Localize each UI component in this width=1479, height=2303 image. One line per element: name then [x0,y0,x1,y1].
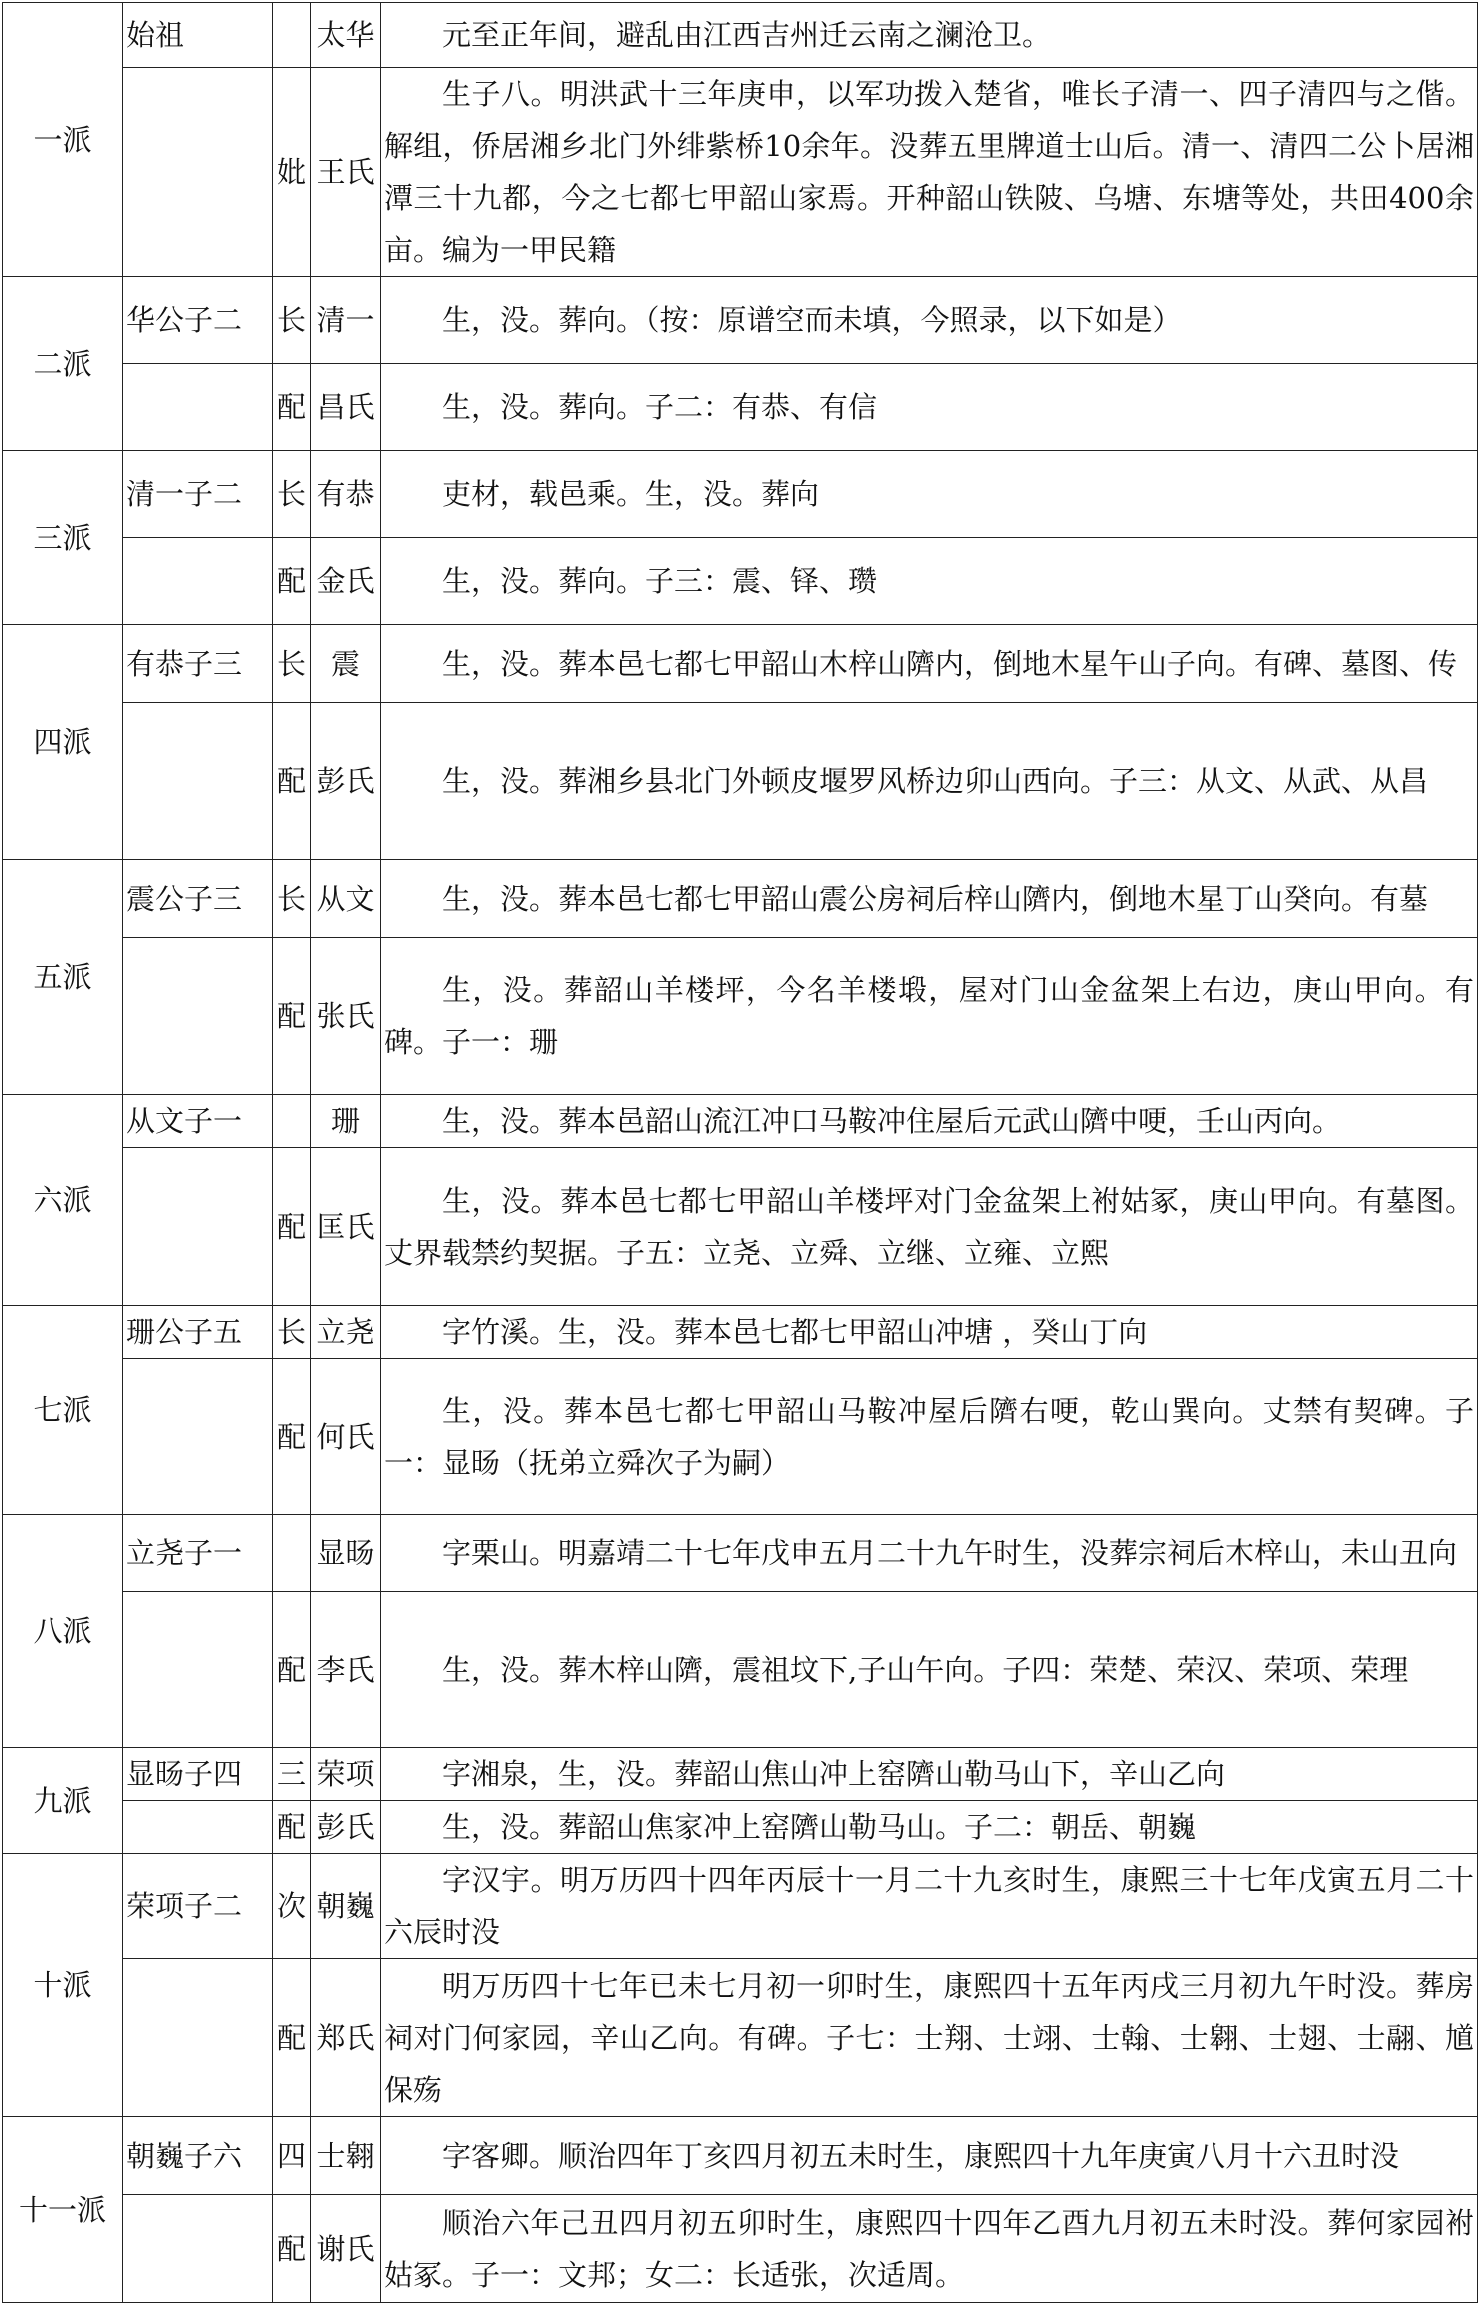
record-text: 顺治六年己丑四月初五卯时生，康熙四十四年乙酉九月初五未时没。葬何家园袝姑冢。子一：文邦；女二：长适张，次适周。 [384,2205,1474,2292]
record-text: 生，没。葬本邑韶山流江冲口马鞍冲住屋后元武山隮中哽，壬山丙向。 [442,1104,1342,1138]
record-cell [381,938,1478,1095]
record-cell [381,364,1478,451]
genealogy-table [2,2,1478,2303]
rank-cell [273,3,311,68]
parent-cell [123,1959,273,2117]
parent-cell: 从文子一 [123,1095,273,1148]
parent-cell [123,2195,273,2303]
parent-cell: 始祖 [123,3,273,68]
parent-cell: 朝巍子六 [123,2117,273,2195]
rank-cell: 次 [273,1854,311,1959]
parent-cell: 震公子三 [123,860,273,938]
rank-cell: 配 [273,1359,311,1515]
table-row [3,1959,1478,2117]
record-cell [381,3,1478,68]
rank-cell: 配 [273,538,311,625]
parent-cell: 荣项子二 [123,1854,273,1959]
parent-cell [123,1359,273,1515]
parent-cell [123,703,273,860]
record-cell [381,703,1478,860]
table-row [3,1592,1478,1748]
parent-cell: 有恭子三 [123,625,273,703]
table-row [3,938,1478,1095]
name-cell: 从文 [311,860,381,938]
table-row [3,1148,1478,1306]
generation-label: 五派 [3,860,123,1095]
table-row [3,364,1478,451]
name-cell: 金氏 [311,538,381,625]
parent-cell [123,364,273,451]
rank-cell: 配 [273,938,311,1095]
record-text: 生，没。葬韶山焦家冲上窑隮山勒马山。子二：朝岳、朝巍 [442,1810,1197,1844]
name-cell: 士翱 [311,2117,381,2195]
name-cell: 谢氏 [311,2195,381,2303]
table-row [3,703,1478,860]
name-cell: 昌氏 [311,364,381,451]
genealogy-body [3,3,1478,2303]
record-text: 吏材，载邑乘。生，没。葬向 [442,477,820,511]
name-cell: 太华 [311,3,381,68]
record-text: 字汉宇。明万历四十四年丙辰十一月二十九亥时生，康熙三十七年戊寅五月二十六辰时没 [384,1863,1474,1949]
record-text: 生，没。葬本邑七都七甲韶山震公房祠后梓山隮内，倒地木星丁山癸向。有墓 [442,881,1429,916]
parent-cell: 华公子二 [123,277,273,364]
record-text: 生，没。葬韶山羊楼坪，今名羊楼塅，屋对门山金盆架上右边，庚山甲向。有碑。子一：珊 [384,973,1474,1059]
name-cell: 有恭 [311,451,381,538]
rank-cell: 配 [273,364,311,451]
record-text: 明万历四十七年已未七月初一卯时生，康熙四十五年丙戌三月初九午时没。葬房祠对门何家园，辛山乙向。有碑。子七：士翔、士翊、士翰、士翱、士翅、士翮、馗保殇 [384,1968,1474,2107]
name-cell: 震 [311,625,381,703]
record-cell [381,625,1478,703]
record-cell [381,2117,1478,2195]
generation-label: 二派 [3,277,123,451]
parent-cell [123,1801,273,1854]
rank-cell: 配 [273,1801,311,1854]
parent-cell [123,538,273,625]
record-cell [381,2195,1478,2303]
rank-cell: 配 [273,1959,311,2117]
parent-cell: 清一子二 [123,451,273,538]
table-row [3,1854,1478,1959]
record-cell [381,1306,1478,1359]
record-text: 生，没。葬向。（按：原谱空而未填，今照录，以下如是） [442,303,1182,337]
rank-cell: 妣 [273,68,311,277]
table-row [3,68,1478,277]
parent-cell: 显旸子四 [123,1748,273,1801]
record-text: 生，没。葬湘乡县北门外顿皮堰罗风桥边卯山西向。子三：从文、从武、从昌 [442,764,1429,798]
table-row [3,3,1478,68]
table-row [3,1515,1478,1592]
record-cell [381,1359,1478,1515]
name-cell: 朝巍 [311,1854,381,1959]
record-cell [381,1095,1478,1148]
record-cell [381,538,1478,625]
parent-cell: 珊公子五 [123,1306,273,1359]
parent-cell: 立尧子一 [123,1515,273,1592]
rank-cell: 配 [273,703,311,860]
rank-cell [273,1515,311,1592]
name-cell: 显旸 [311,1515,381,1592]
table-row [3,1748,1478,1801]
record-cell [381,277,1478,364]
name-cell: 匡氏 [311,1148,381,1306]
record-cell [381,1801,1478,1854]
table-row [3,1801,1478,1854]
record-cell [381,451,1478,538]
record-cell [381,1748,1478,1801]
rank-cell: 配 [273,1148,311,1306]
table-row [3,277,1478,364]
parent-cell [123,938,273,1095]
name-cell: 彭氏 [311,1801,381,1854]
rank-cell: 长 [273,277,311,364]
rank-cell: 长 [273,860,311,938]
name-cell: 珊 [311,1095,381,1148]
generation-label: 三派 [3,451,123,625]
record-text: 字湘泉，生，没。葬韶山焦山冲上窑隮山勒马山下，辛山乙向 [442,1757,1226,1791]
parent-cell [123,68,273,277]
generation-label: 十一派 [3,2117,123,2303]
record-cell [381,1592,1478,1748]
table-row [3,860,1478,938]
generation-label: 四派 [3,625,123,860]
generation-label: 七派 [3,1306,123,1515]
table-row [3,1095,1478,1148]
table-row [3,2117,1478,2195]
name-cell: 张氏 [311,938,381,1095]
table-row [3,1359,1478,1515]
name-cell: 何氏 [311,1359,381,1515]
table-row [3,1306,1478,1359]
record-text: 生，没。葬木梓山隮，震祖坟下,子山午向。子四：荣楚、荣汉、荣项、荣理 [442,1652,1409,1687]
name-cell: 立尧 [311,1306,381,1359]
generation-label: 六派 [3,1095,123,1306]
name-cell: 荣项 [311,1748,381,1801]
record-text: 元至正年间，避乱由江西吉州迁云南之澜沧卫。 [442,18,1052,52]
name-cell: 王氏 [311,68,381,277]
record-text: 字竹溪。生，没。葬本邑七都七甲韶山冲塘 ，癸山丁向 [442,1315,1148,1349]
record-cell [381,1959,1478,2117]
rank-cell: 配 [273,2195,311,2303]
record-text: 生，没。葬向。子二：有恭、有信 [442,390,878,424]
record-text: 生，没。葬本邑七都七甲韶山木梓山隮内，倒地木星午山子向。有碑、墓图、传 [442,646,1458,681]
table-row [3,538,1478,625]
name-cell: 清一 [311,277,381,364]
name-cell: 郑氏 [311,1959,381,2117]
record-cell [381,860,1478,938]
generation-label: 八派 [3,1515,123,1748]
record-text: 生，没。葬本邑七都七甲韶山马鞍冲屋后隮右哽，乾山巽向。丈禁有契碑。子一：显旸（抚弟立舜次子为嗣） [384,1393,1474,1480]
rank-cell: 长 [273,625,311,703]
record-text: 字客卿。顺治四年丁亥四月初五未时生，康熙四十九年庚寅八月十六丑时没 [442,2138,1400,2173]
record-cell [381,68,1478,277]
record-cell [381,1148,1478,1306]
rank-cell: 配 [273,1592,311,1748]
rank-cell: 长 [273,1306,311,1359]
record-text: 字栗山。明嘉靖二十七年戊申五月二十九午时生，没葬宗祠后木梓山，未山丑向 [442,1536,1458,1570]
parent-cell [123,1592,273,1748]
record-text: 生子八。明洪武十三年庚申，以军功拨入楚省，唯长子清一、四子清四与之偕。解组，侨居湘乡北门外绯紫桥10余年。没葬五里牌道士山后。清一、清四二公卜居湘潭三十九都，今之七都七甲韶山家焉。开种韶山铁陂、乌塘、东塘等处，共田400余亩。编为一甲民籍 [384,77,1474,267]
table-row [3,451,1478,538]
name-cell: 彭氏 [311,703,381,860]
generation-label: 一派 [3,3,123,277]
generation-label: 十派 [3,1854,123,2117]
name-cell: 李氏 [311,1592,381,1748]
rank-cell [273,1095,311,1148]
generation-label: 九派 [3,1748,123,1854]
parent-cell [123,1148,273,1306]
rank-cell: 四 [273,2117,311,2195]
record-text: 生，没。葬本邑七都七甲韶山羊楼坪对门金盆架上袝姑冢，庚山甲向。有墓图。丈界载禁约契据。子五：立尧、立舜、立继、立雍、立熙 [384,1183,1474,1270]
record-cell [381,1515,1478,1592]
table-row [3,625,1478,703]
record-text: 生，没。葬向。子三：震、铎、瓒 [442,564,878,598]
rank-cell: 三 [273,1748,311,1801]
record-cell [381,1854,1478,1959]
rank-cell: 长 [273,451,311,538]
table-row [3,2195,1478,2303]
